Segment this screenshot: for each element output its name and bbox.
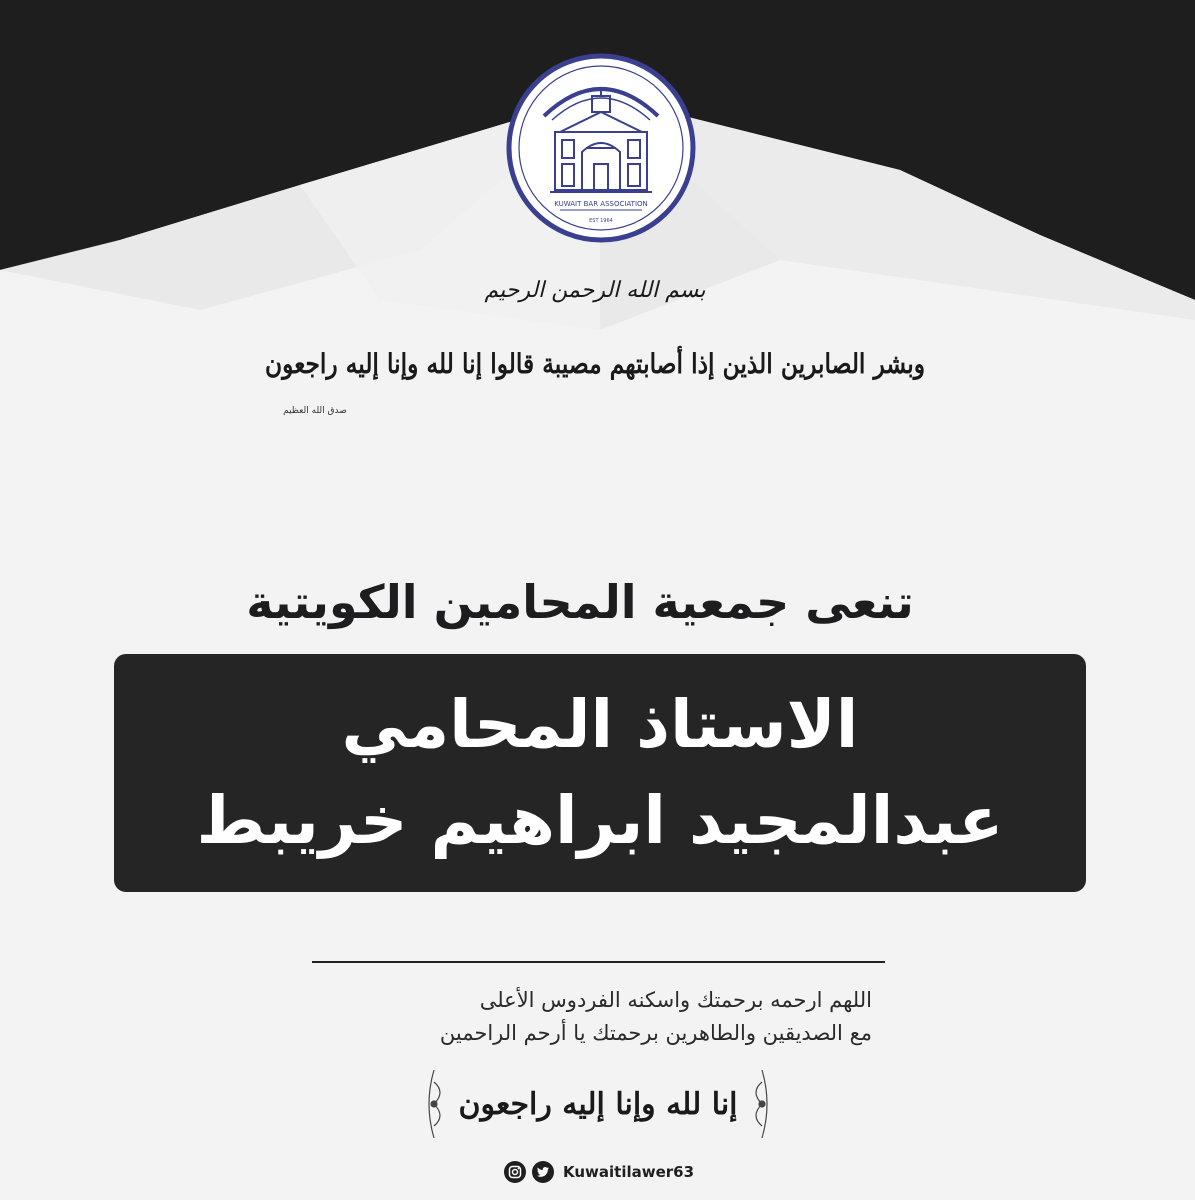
deceased-title: الاستاذ المحامي [341, 686, 859, 763]
mourning-headline: تنعى جمعية المحامين الكويتية [246, 575, 914, 629]
right-ornament-icon [756, 1070, 767, 1138]
deceased-name-box [114, 654, 1086, 892]
social-handle: Kuwaitilawer63 [563, 1163, 695, 1181]
twitter-icon [532, 1161, 554, 1183]
divider-line [312, 961, 885, 963]
verse-text: وبشر الصابرين الذين إذا أصابتهم مصيبة قالوا إنا لله وإنا إليه راجعون [265, 349, 1029, 380]
left-ornament-icon [429, 1070, 440, 1138]
prayer-line-1: اللهم ارحمه برحمتك واسكنه الفردوس الأعلى [479, 988, 872, 1012]
instagram-icon [504, 1161, 526, 1183]
logo-english-text: KUWAIT BAR ASSOCIATION [554, 200, 648, 208]
deceased-name: عبدالمجيد ابراهيم خريبط [196, 782, 1004, 859]
quran-verse-calligraphy [255, 255, 1029, 425]
prayer-line-2: مع الصديقين والطاهرين برحمتك يا أرحم الراحمين [439, 1021, 872, 1045]
logo-established-text: EST 1964 [589, 218, 613, 224]
kuwait-bar-association-logo [500, 52, 702, 244]
final-verse-calligraphy [420, 1062, 776, 1146]
verse-attribution: صدق الله العظيم [283, 406, 347, 416]
final-verse-text: إنا لله وإنا إليه راجعون [458, 1087, 738, 1122]
basmala-text: بسم الله الرحمن الرحيم [484, 278, 706, 303]
social-handle-bar [504, 1158, 694, 1186]
prayer-text [250, 984, 872, 1050]
